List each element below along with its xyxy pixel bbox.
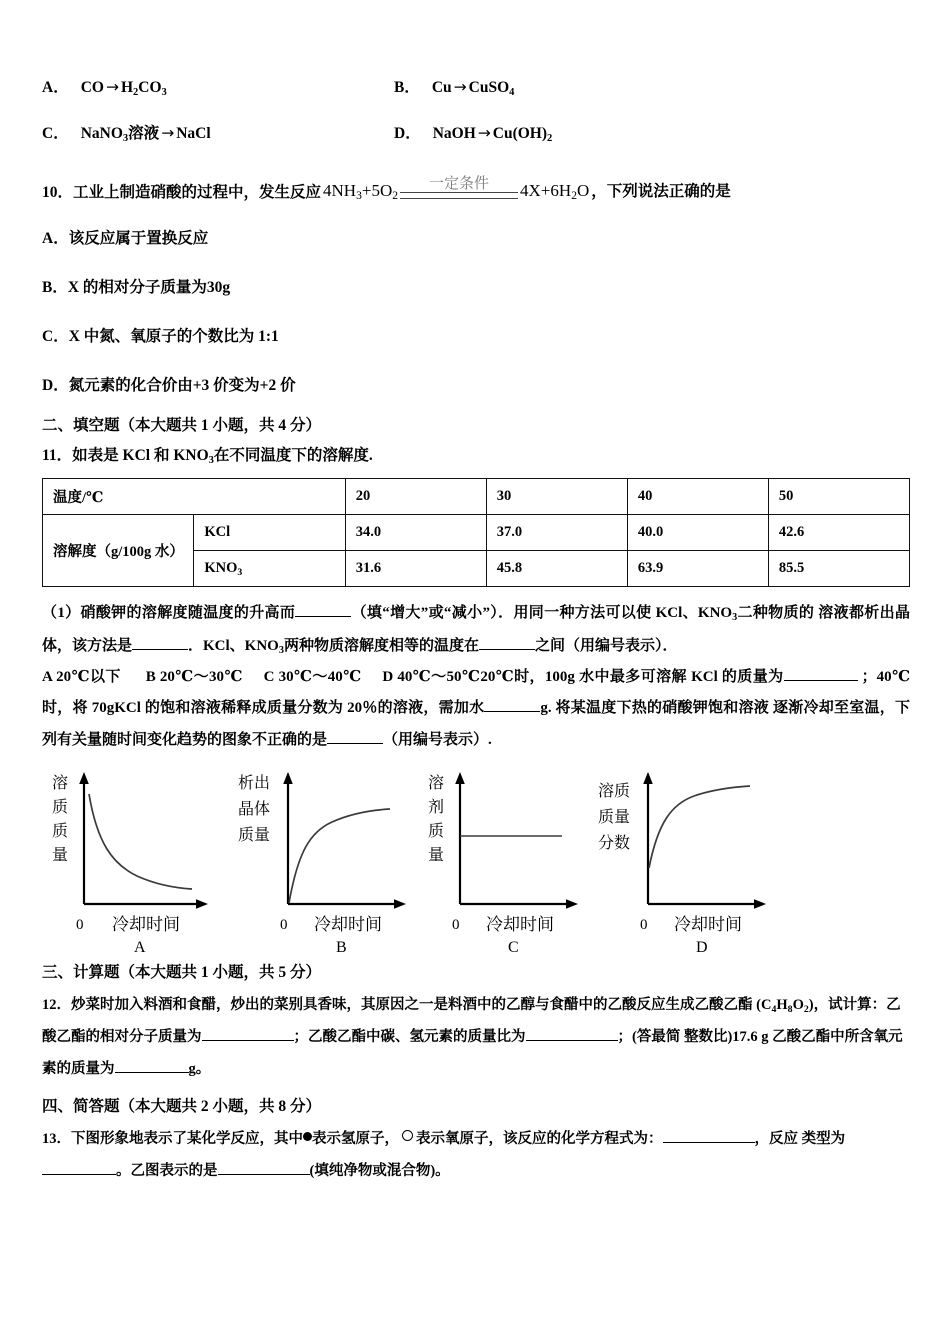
graph-a-ylabel-3: 质 <box>52 821 69 841</box>
q13-blank-2[interactable] <box>42 1174 116 1175</box>
table-header-solubility: 溶解度（g/100g 水） <box>43 515 194 587</box>
equation-reactants: $4NH_3+5O_2$ <box>323 181 399 203</box>
q11-choice-c[interactable]: C 30℃～40℃ <box>263 668 362 685</box>
graph-d-y-arrow <box>643 772 653 784</box>
q11-blank-6[interactable] <box>327 743 383 744</box>
q9-option-b-text: Cu → CuSO$_4$ <box>431 78 515 98</box>
graph-d-curve <box>649 786 750 868</box>
table-temp-40: 40 <box>627 479 768 515</box>
q11-blank-3[interactable] <box>479 649 535 650</box>
table-kno3-50: 85.5 <box>768 551 909 587</box>
graph-b-ylabel-3: 质量 <box>238 825 271 845</box>
q10-stem <box>42 173 910 203</box>
q11-line4-b: g. 将某温度下热的硝酸钾饱和溶液 <box>540 700 770 717</box>
q11-line2-a: 溶液都析出晶体，该方法是 <box>42 605 910 654</box>
graph-b-ylabel-2: 晶体 <box>238 799 271 819</box>
q10-equation <box>323 175 589 205</box>
graph-b-y-arrow <box>283 772 293 784</box>
graph-b-caption: B <box>336 939 347 955</box>
solubility-table <box>42 478 910 587</box>
q9-option-a-text: CO → $H_2CO_3$ <box>80 78 167 98</box>
q11-line1-b: （填“增大”或“减小”）．用同一种方法可以使 KCl、$KNO_3$二种物质的 <box>351 605 815 624</box>
table-row-kcl <box>43 515 910 551</box>
q13-number: 13． <box>42 1131 71 1148</box>
q13-f: 。乙图表示的是 <box>116 1162 218 1179</box>
graph-a-caption: A <box>134 939 146 955</box>
graph-c-caption: C <box>508 939 519 955</box>
q12-blank-2[interactable] <box>526 1040 618 1041</box>
graph-a-y-arrow <box>79 772 89 784</box>
graph-b-origin: 0 <box>280 917 288 934</box>
q10-option-b[interactable]: B．X 的相对分子质量为30g <box>42 279 231 297</box>
q11-line4-a: ；40℃时，将 70gKCl 的饱和溶液稀释成质量分数为 20％的溶液，需加水 <box>42 668 911 717</box>
q13-a: 下图形象地表示了某化学反应，其中 <box>71 1131 303 1148</box>
table-species-kcl: KCl <box>194 515 345 551</box>
q9-option-c[interactable] <box>42 126 394 144</box>
q13-d: ，反应 <box>754 1131 798 1148</box>
graph-c-ylabel-3: 质 <box>428 821 445 841</box>
q10-number: 10． <box>42 184 74 202</box>
graph-a-x-arrow <box>196 900 208 910</box>
section-4-header: 四、简答题（本大题共 2 小题，共 8 分） <box>42 1098 322 1116</box>
q10-option-c[interactable]: C．X 中氮、氧原子的个数比为 1:1 <box>42 328 279 346</box>
graph-d-xlabel: 冷却时间 <box>674 915 742 936</box>
q9-option-c-text: NaNO$_3$溶液 → NaCl <box>80 124 211 145</box>
q9-option-row-1 <box>42 80 910 98</box>
q11-line1-a: （1）硝酸钾的溶解度随温度的升高而 <box>42 605 296 622</box>
q12-blank-1[interactable] <box>202 1040 294 1041</box>
table-kcl-30: 37.0 <box>486 515 627 551</box>
q12-number: 12． <box>42 997 71 1014</box>
q11-body <box>42 597 910 662</box>
q13-blank-3[interactable] <box>218 1174 310 1175</box>
table-kcl-50: 42.6 <box>768 515 909 551</box>
table-kcl-20: 34.0 <box>345 515 486 551</box>
q11-stem-text: 如表是 KCl 和 $KNO_3$在不同温度下的溶解度. <box>72 447 373 467</box>
table-species-kno3: $KNO_3$ <box>194 551 345 587</box>
q10-options <box>42 226 910 395</box>
graph-panel-d <box>590 764 790 954</box>
graph-d-caption: D <box>696 939 708 955</box>
oxygen-atom-icon <box>402 1130 413 1141</box>
q10-stem-before: 工业上制造硝酸的过程中，发生反应 <box>73 184 322 202</box>
graph-c-svg <box>414 764 614 954</box>
graph-c-ylabel-2: 剂 <box>428 797 445 817</box>
q12-body <box>42 990 910 1086</box>
equation-double-bar <box>400 192 518 199</box>
q12-blank-3[interactable] <box>115 1072 189 1073</box>
graph-row <box>42 764 910 954</box>
section-3-header: 三、计算题（本大题共 1 小题，共 5 分） <box>42 964 322 982</box>
q13-blank-1[interactable] <box>663 1142 755 1143</box>
graph-b-svg <box>232 764 432 954</box>
q13-b: 表示氢原子， <box>312 1131 399 1148</box>
q9-option-b[interactable] <box>394 80 910 98</box>
section-2-header: 二、填空题（本大题共 1 小题，共 4 分） <box>42 417 322 435</box>
q13-e: 类型为 <box>801 1131 846 1148</box>
q11-blank-4[interactable] <box>784 680 858 681</box>
graph-a-svg <box>42 764 242 954</box>
graph-c-ylabel-1: 溶 <box>428 773 445 793</box>
q9-option-d-label: D． <box>394 125 421 143</box>
graph-d-svg <box>590 764 795 954</box>
equation-condition <box>400 175 518 205</box>
graph-d-origin: 0 <box>640 917 648 934</box>
table-temp-20: 20 <box>345 479 486 515</box>
q12-line2-c: ；(答最简 <box>617 1029 681 1046</box>
graph-d-ylabel-3: 分数 <box>598 833 631 853</box>
q9-option-b-label: B． <box>394 79 420 96</box>
graph-a-ylabel-2: 质 <box>52 797 69 817</box>
q13-c: 表示氧原子，该反应的化学方程式为： <box>416 1131 663 1148</box>
graph-a-ylabel-1: 溶 <box>52 773 69 793</box>
q11-line5-b: （用编号表示）. <box>383 731 492 748</box>
q12-formula: $(C_4H_8O_2)$ <box>756 997 814 1016</box>
q12-line3-a: 整数比)17.6 g 乙酸乙酯中所含氧元素的质量为 <box>42 1029 903 1078</box>
graph-panel-a <box>42 764 242 954</box>
q9-option-row-2 <box>42 126 910 144</box>
q12-line3-b: g。 <box>188 1061 211 1078</box>
graph-a-curve <box>89 794 192 889</box>
q11-line2-b: ．KCl、$KNO_3$两种物质溶解度相等的温度在 <box>188 637 479 656</box>
graph-b-ylabel-1: 析出 <box>238 773 271 793</box>
page-content <box>42 80 910 1188</box>
table-kno3-30: 45.8 <box>486 551 627 587</box>
table-header-temperature: 温度/℃ <box>43 479 346 515</box>
q11-stem <box>42 443 910 466</box>
graph-a-origin: 0 <box>76 917 84 934</box>
graph-a-ylabel-4: 量 <box>52 845 69 865</box>
q11-choice-b[interactable]: B 20℃～30℃ <box>145 668 243 685</box>
table-kcl-40: 40.0 <box>627 515 768 551</box>
graph-panel-c <box>414 764 614 954</box>
graph-c-y-arrow <box>455 772 465 784</box>
graph-panel-b <box>232 764 432 954</box>
q11-blank-2[interactable] <box>132 649 188 650</box>
q11-choice-d[interactable]: D 40℃～50℃ <box>382 668 481 685</box>
q9-option-d-text: NaOH → $Cu(OH)_2$ <box>432 124 553 145</box>
graph-c-origin: 0 <box>452 917 460 934</box>
q9-option-c-label: C． <box>42 125 69 143</box>
q9-option-a[interactable] <box>42 80 394 98</box>
q11-choices-and-more <box>42 662 910 757</box>
equation-products: $4X+6H_2O$ <box>520 181 590 203</box>
q11-line5-a: 逐渐冷却至室温，下列有关量随时间变化趋势的图象不正确的是 <box>42 700 910 748</box>
table-kno3-20: 31.6 <box>345 551 486 587</box>
q10-option-d[interactable]: D．氮元素的化合价由+3 价变为+2 价 <box>42 377 296 395</box>
graph-c-ylabel-4: 量 <box>428 845 445 865</box>
q11-choice-a[interactable]: A 20℃以下 <box>42 668 121 685</box>
graph-c-xlabel: 冷却时间 <box>486 915 554 936</box>
q13-g: (填纯净物或混合物)。 <box>309 1162 450 1179</box>
q9-option-a-label: A． <box>42 79 69 96</box>
q11-number: 11． <box>42 447 73 465</box>
q13-body <box>42 1124 910 1188</box>
q10-stem-after: ，下列说法正确的是 <box>591 183 731 201</box>
q12-line2-a: ，试计算：乙酸乙酯的相对分子质量为 <box>42 997 901 1046</box>
q11-line2-d: 之间（用编号表示）． <box>534 637 678 654</box>
equation-condition-label: 一定条件 <box>429 173 490 192</box>
q12-line2-b: ；乙酸乙酯中碳、氢元素的质量比为 <box>293 1029 526 1046</box>
table-temp-30: 30 <box>486 479 627 515</box>
q12-line1: 炒菜时加入料酒和食醋，炒出的菜别具香味，其原因之一是料酒中的乙醇与食醋中的乙酸反应生成乙酸乙酯 <box>71 997 753 1014</box>
graph-b-xlabel: 冷却时间 <box>314 915 382 936</box>
table-row-temperature <box>43 479 910 515</box>
graph-b-curve <box>289 809 390 903</box>
q10-option-a[interactable]: A．该反应属于置换反应 <box>42 230 209 248</box>
q11-line3-tail: 20℃时，100g 水中最多可溶解 KCl 的质量为 <box>480 668 784 685</box>
table-temp-50: 50 <box>768 479 909 515</box>
graph-b-x-arrow <box>394 900 406 910</box>
graph-c-x-arrow <box>566 900 578 910</box>
hydrogen-atom-icon <box>303 1132 312 1141</box>
table-kno3-40: 63.9 <box>627 551 768 587</box>
graph-d-ylabel-2: 质量 <box>598 807 631 827</box>
q11-blank-5[interactable] <box>484 711 540 712</box>
graph-a-xlabel: 冷却时间 <box>112 915 180 936</box>
graph-d-x-arrow <box>754 900 766 910</box>
q11-blank-1[interactable] <box>295 616 351 617</box>
graph-d-ylabel-1: 溶质 <box>598 781 631 801</box>
q9-option-d[interactable] <box>394 126 910 144</box>
